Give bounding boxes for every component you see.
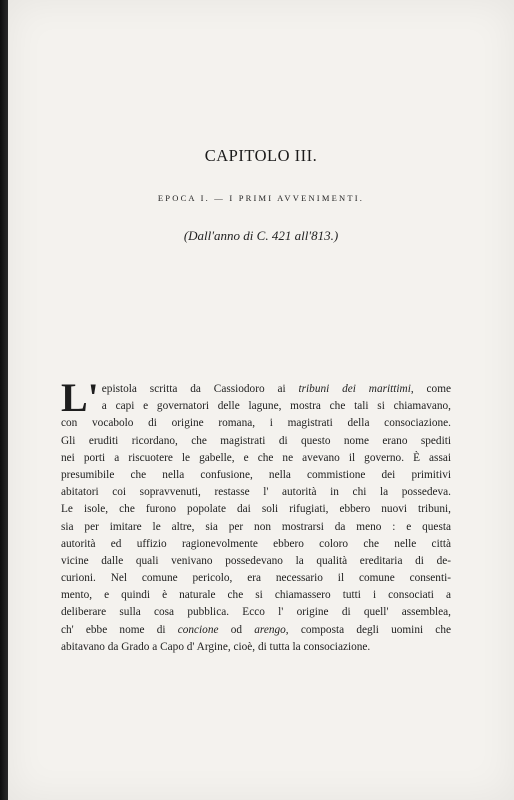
text-line: abitatori coi sopravvenuti, restasse l' autorità in chi la possedeva. xyxy=(61,486,451,499)
chapter-dates: (Dall'anno di C. 421 all'813.) xyxy=(183,228,339,243)
drop-cap: L' xyxy=(61,375,99,420)
text-line: con vocabolo di origine romana, i magistrati della consociazione. xyxy=(61,417,451,430)
chapter-title: CAPITOLO III. xyxy=(204,146,318,165)
book-binding-edge xyxy=(0,0,8,800)
body-text xyxy=(61,375,451,656)
text-line: curioni. Nel comune pericolo, era necessario il comune consenti- xyxy=(61,572,451,585)
text-line: deliberare sulla cosa pubblica. Ecco l' origine di quell' assemblea, xyxy=(61,606,451,619)
text-line: mento, e quindi è naturale che si chiamassero tutti i consociati a xyxy=(61,589,451,602)
text-line: a capi e governatori delle lagune, mostra che tali si chiamavano, xyxy=(101,400,451,413)
text-line: Le isole, che furono popolate dai soli rifugiati, ebbero nuovi tribuni, xyxy=(61,503,451,516)
text-line: abitavano da Grado a Capo d' Argine, cioè, di tutta la consociazione. xyxy=(61,640,371,653)
text-line: sia per imitare le altre, sia per non mostrarsi da meno : e questa xyxy=(61,520,451,533)
text-line: Gli eruditi ricordano, che magistrati di questo nome erano spediti xyxy=(61,434,451,447)
text-line: ch' ebbe nome di concione od arengo, composta degli uomini che xyxy=(61,623,451,636)
text-line: epistola scritta da Cassiodoro ai tribuni dei marittimi, come xyxy=(101,383,451,395)
text-line: vicine dalle quali venivano possedevano la qualità ereditaria di de- xyxy=(61,554,451,567)
text-line: nei porti a riscuotere le gabelle, e che ne avevano il governo. È assai xyxy=(61,451,451,464)
chapter-epoch: EPOCA I. — I PRIMI AVVENIMENTI. xyxy=(157,193,365,203)
book-page xyxy=(8,0,514,800)
text-line: autorità ed uffizio ragionevolmente ebbero coloro che nelle città xyxy=(61,537,451,550)
text-line: presumibile che nella confusione, nella commistione dei primitivi xyxy=(61,468,451,481)
